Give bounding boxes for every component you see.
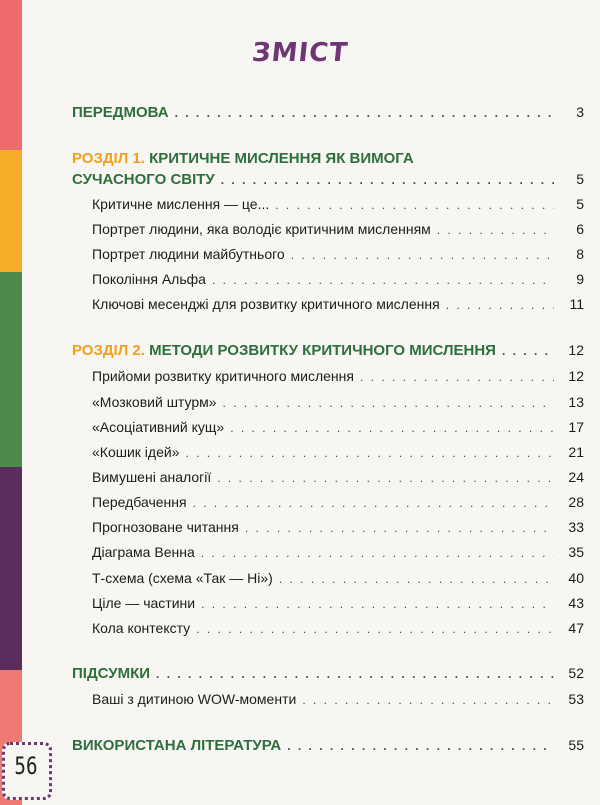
dot-leader (230, 419, 554, 435)
toc-page: 9 (576, 271, 584, 287)
toc-label: ПІДСУМКИ (72, 665, 151, 682)
dot-leader (287, 737, 554, 754)
toc-page: 13 (568, 394, 584, 410)
color-stripe-purple (0, 467, 22, 670)
dot-leader (302, 691, 554, 707)
toc-entry[interactable] (92, 519, 584, 535)
toc-label: Вимушені аналогії (92, 469, 212, 485)
color-stripe-green (0, 272, 22, 467)
dot-leader (221, 171, 554, 188)
toc-page: 40 (568, 570, 584, 586)
chapter-1-heading[interactable] (72, 150, 414, 167)
toc-label: Т-схема (схема «Так — Ні») (92, 570, 273, 586)
dot-leader (196, 620, 554, 636)
toc-entry[interactable] (92, 544, 584, 560)
toc-entry-chapter-2[interactable] (72, 342, 584, 359)
toc-page: 12 (568, 342, 584, 358)
toc-page: 17 (568, 419, 584, 435)
page-title: ЗМІСТ (250, 38, 350, 68)
dot-leader (201, 544, 554, 560)
dot-leader (217, 469, 554, 485)
toc-page: 55 (568, 737, 584, 753)
toc-label: Ваші з дитиною WOW-моменти (92, 691, 297, 707)
chapter-1-title-line2: СУЧАСНОГО СВІТУ (72, 171, 215, 188)
dot-leader (201, 595, 554, 611)
toc-entry-preface[interactable] (72, 104, 584, 121)
toc-entry[interactable] (92, 620, 584, 636)
toc-label: Ціле — частини (92, 595, 196, 611)
toc-page: 12 (568, 368, 584, 384)
toc-entry-literature[interactable] (72, 737, 584, 754)
toc-label: Передбачення (92, 494, 187, 510)
toc-page: 28 (568, 494, 584, 510)
toc-entry[interactable] (92, 271, 584, 287)
dot-leader (275, 196, 554, 212)
toc-label: Прогнозоване читання (92, 519, 239, 535)
toc-page: 21 (568, 444, 584, 460)
toc-entry[interactable] (92, 196, 584, 212)
dot-leader (360, 368, 554, 384)
toc-label: «Асоціативний кущ» (92, 419, 225, 435)
toc-entry[interactable] (92, 469, 584, 485)
chapter-1-title-line1: КРИТИЧНЕ МИСЛЕННЯ ЯК ВИМОГА (149, 150, 414, 167)
page-number: 56 (14, 752, 38, 780)
dot-leader (502, 342, 554, 359)
toc-page: 47 (568, 620, 584, 636)
toc-entry-summary[interactable] (72, 665, 584, 682)
toc-entry[interactable] (92, 394, 584, 410)
dot-leader (446, 296, 554, 312)
dot-leader (223, 394, 554, 410)
dot-leader (185, 444, 554, 460)
toc-label: «Мозковий штурм» (92, 394, 217, 410)
toc-entry-chapter-1[interactable] (72, 171, 584, 188)
toc-label: ВИКОРИСТАНА ЛІТЕРАТУРА (72, 737, 282, 754)
dot-leader (245, 519, 554, 535)
toc-page: 52 (568, 665, 584, 681)
dot-leader (279, 570, 554, 586)
toc-page: 11 (569, 296, 584, 312)
toc-label: Прийоми розвитку критичного мислення (92, 368, 354, 384)
chapter-2-prefix: РОЗДІЛ 2. (72, 342, 145, 359)
toc-entry[interactable] (92, 368, 584, 384)
toc-entry[interactable] (92, 570, 584, 586)
toc-page: 33 (568, 519, 584, 535)
toc-page: 53 (568, 691, 584, 707)
dot-leader (291, 246, 554, 262)
toc-page: 8 (576, 246, 584, 262)
toc-entry[interactable] (92, 246, 584, 262)
toc-page: 5 (576, 196, 584, 212)
toc-page: 5 (576, 171, 584, 187)
dot-leader (193, 494, 554, 510)
color-stripe-red (0, 0, 22, 150)
toc-label: Портрет людини майбутнього (92, 246, 285, 262)
toc-label: «Кошик ідей» (92, 444, 180, 460)
toc-entry[interactable] (92, 296, 584, 312)
chapter-2-heading (72, 342, 496, 359)
dot-leader (437, 221, 554, 237)
dot-leader (212, 271, 554, 287)
toc-label: Ключові месенджі для розвитку критичного мислення (92, 296, 440, 312)
toc-entry[interactable] (92, 494, 584, 510)
toc-label: ПЕРЕДМОВА (72, 104, 169, 121)
toc-page: 43 (568, 595, 584, 611)
toc-label: Покоління Альфа (92, 271, 206, 287)
toc-entry[interactable] (92, 419, 584, 435)
chapter-2-title: МЕТОДИ РОЗВИТКУ КРИТИЧНОГО МИСЛЕННЯ (149, 342, 496, 359)
color-stripe-orange (0, 150, 22, 272)
toc-entry[interactable] (92, 691, 584, 707)
dot-leader (175, 104, 554, 121)
chapter-1-prefix: РОЗДІЛ 1. (72, 150, 145, 167)
toc-label: Кола контексту (92, 620, 191, 636)
toc-entry[interactable] (92, 444, 584, 460)
toc-page: 3 (576, 104, 584, 120)
toc-label: Діаграма Венна (92, 544, 195, 560)
dot-leader (156, 665, 554, 682)
toc-page: 6 (576, 221, 584, 237)
toc-page: 35 (568, 544, 584, 560)
toc-page: 24 (568, 469, 584, 485)
toc-entry[interactable] (92, 595, 584, 611)
toc-label: Портрет людини, яка володіє критичним мисленням (92, 221, 431, 237)
toc-entry[interactable] (92, 221, 584, 237)
toc-label: Критичне мислення — це... (92, 196, 270, 212)
